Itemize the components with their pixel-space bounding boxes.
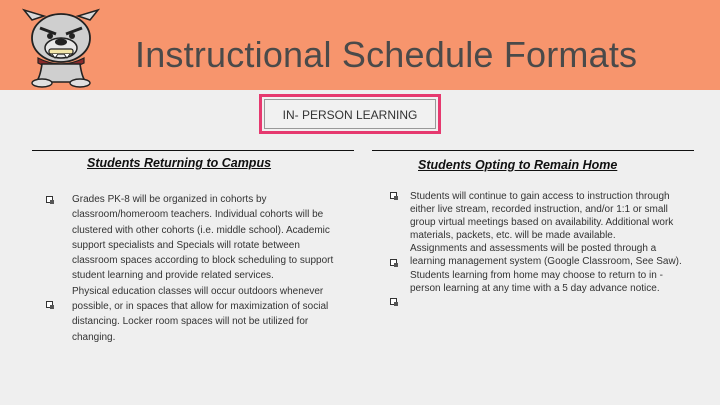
learning-mode-tag <box>259 94 441 134</box>
bullet-icon <box>390 259 397 266</box>
list-item: Assignments and assessments will be posted through a learning management system (Google Classroom, See Saw). <box>410 243 682 268</box>
right-column-heading: Students Opting to Remain Home <box>418 158 618 172</box>
list-item: Grades PK-8 will be organized in cohorts by classroom/homeroom teachers. Individual cohorts will be clustered with other cohorts (i.e. middle school). Academic support specialists and Specials will rotate between classroom spaces according to block scheduling to support student learning and provide related services. <box>72 194 334 282</box>
list-item: Students will continue to gain access to instruction through either live stream, recorded instruction, and/or 1:1 or small group virtual meetings based on availability. Additional work materials, packets, etc. will be made available. <box>410 191 674 242</box>
bulldog-logo-icon <box>22 8 100 88</box>
bullet-icon <box>46 301 53 308</box>
header-bar <box>0 0 720 90</box>
left-column-heading: Students Returning to Campus <box>87 156 272 170</box>
right-column-list <box>410 190 692 295</box>
bullet-icon <box>390 192 397 199</box>
left-heading-rule <box>32 150 354 151</box>
left-column-list <box>72 192 342 345</box>
list-item: Students learning from home may choose to return to in -person learning at any time with a 5 day advance notice. <box>410 269 663 294</box>
page-title: Instructional Schedule Formats <box>135 34 638 75</box>
learning-mode-label: IN- PERSON LEARNING <box>282 108 418 122</box>
right-heading-rule <box>372 150 694 151</box>
bullet-icon <box>390 298 397 305</box>
list-item: Physical education classes will occur outdoors whenever possible, or in spaces that allow for maximization of social distancing. Locker room spaces will not be utilized for changing. <box>72 285 329 343</box>
bullet-icon <box>46 196 53 203</box>
